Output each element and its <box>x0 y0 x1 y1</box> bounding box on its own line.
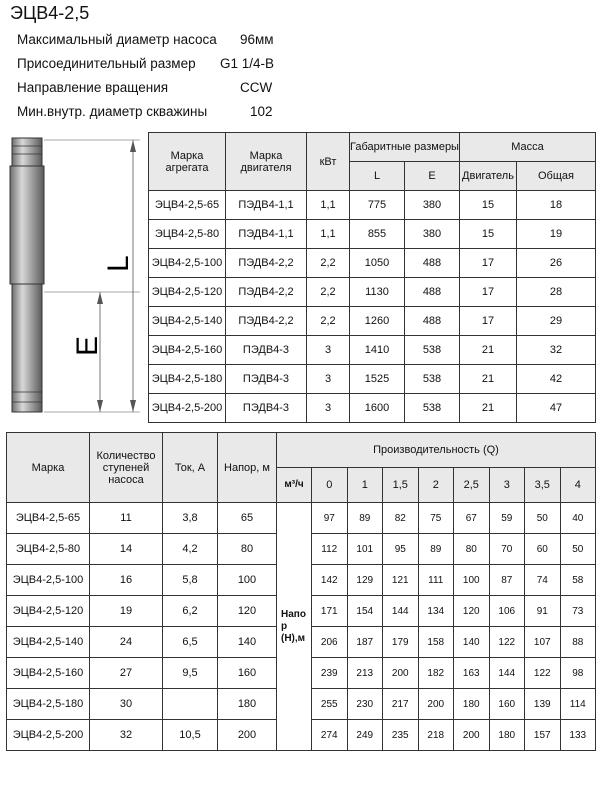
table-cell-head: 80 <box>218 534 277 565</box>
table-cell: 42 <box>517 365 596 394</box>
table-cell-flow: 100 <box>454 565 490 596</box>
table-cell: ЭЦВ4-2,5-65 <box>149 191 226 220</box>
table-cell-flow: 179 <box>383 627 419 658</box>
table-cell-flow: 163 <box>454 658 490 689</box>
table-cell: 21 <box>460 394 517 423</box>
header-flow-point: 1,5 <box>383 468 419 503</box>
header-E: E <box>405 162 460 191</box>
header-motor: Марка двигателя <box>226 133 307 191</box>
table-cell-flow: 89 <box>347 503 383 534</box>
table-cell-current: 10,5 <box>163 720 218 751</box>
table-row <box>149 191 596 220</box>
table-cell: 17 <box>460 307 517 336</box>
table-cell-flow: 187 <box>347 627 383 658</box>
table-cell-flow: 75 <box>418 503 454 534</box>
dimensions-table <box>148 132 596 423</box>
table-cell: 488 <box>405 249 460 278</box>
table-cell-model: ЭЦВ4-2,5-200 <box>7 720 90 751</box>
table-cell-model: ЭЦВ4-2,5-80 <box>7 534 90 565</box>
table-cell-flow: 80 <box>454 534 490 565</box>
table-cell-flow: 121 <box>383 565 419 596</box>
table-cell-flow: 140 <box>454 627 490 658</box>
table-row <box>149 249 596 278</box>
header-kw: кВт <box>307 133 350 191</box>
table-cell-flow: 87 <box>489 565 525 596</box>
table-row <box>149 307 596 336</box>
table-cell-flow: 144 <box>489 658 525 689</box>
table-cell-current: 3,8 <box>163 503 218 534</box>
table-cell: 1260 <box>350 307 405 336</box>
table-cell-flow: 249 <box>347 720 383 751</box>
table-cell: 1130 <box>350 278 405 307</box>
table-cell: 47 <box>517 394 596 423</box>
table-cell: 538 <box>405 365 460 394</box>
table-cell: 488 <box>405 307 460 336</box>
table-cell: 29 <box>517 307 596 336</box>
table-cell: ЭЦВ4-2,5-140 <box>149 307 226 336</box>
table-cell: 2,2 <box>307 307 350 336</box>
header-dims: Габаритные размеры <box>350 133 460 162</box>
table-cell-flow: 144 <box>383 596 419 627</box>
table-cell-flow: 230 <box>347 689 383 720</box>
table-cell-flow: 239 <box>312 658 348 689</box>
table-cell: 15 <box>460 191 517 220</box>
header-flow-point: 3 <box>489 468 525 503</box>
table-cell-flow: 218 <box>418 720 454 751</box>
table-cell: 21 <box>460 336 517 365</box>
table-cell-stages: 30 <box>90 689 163 720</box>
table-cell: ПЭДВ4-2,2 <box>226 307 307 336</box>
table-cell-flow: 95 <box>383 534 419 565</box>
pump-drawing <box>0 132 148 422</box>
table-cell-flow: 73 <box>560 596 596 627</box>
table-cell: ПЭДВ4-3 <box>226 365 307 394</box>
table-cell-flow: 213 <box>347 658 383 689</box>
table-row <box>149 220 596 249</box>
table-cell-flow: 67 <box>454 503 490 534</box>
performance-table <box>6 432 596 751</box>
header-stages: Количество ступеней насоса <box>90 433 163 503</box>
table-cell-current <box>163 689 218 720</box>
table-cell-flow: 88 <box>560 627 596 658</box>
dimension-label-E: E <box>71 335 104 356</box>
header-mass-total: Общая <box>517 162 596 191</box>
table-cell-flow: 206 <box>312 627 348 658</box>
table-cell-flow: 134 <box>418 596 454 627</box>
table-cell-stages: 11 <box>90 503 163 534</box>
table-cell-flow: 235 <box>383 720 419 751</box>
spec-label-rotation: Направление вращения <box>17 80 169 95</box>
table-cell: 1,1 <box>307 191 350 220</box>
header-current: Ток, А <box>163 433 218 503</box>
header-L: L <box>350 162 405 191</box>
table-cell: 28 <box>517 278 596 307</box>
table-cell-flow: 50 <box>525 503 561 534</box>
table-cell-head: 65 <box>218 503 277 534</box>
table-cell-flow: 82 <box>383 503 419 534</box>
table-cell: 3 <box>307 394 350 423</box>
table-cell: 17 <box>460 278 517 307</box>
table-cell: 17 <box>460 249 517 278</box>
table-cell: 1600 <box>350 394 405 423</box>
table-cell: ЭЦВ4-2,5-120 <box>149 278 226 307</box>
table-cell: 538 <box>405 394 460 423</box>
header-flow-point: 2 <box>418 468 454 503</box>
table-cell-current: 6,5 <box>163 627 218 658</box>
table-cell-current: 4,2 <box>163 534 218 565</box>
table-cell-flow: 74 <box>525 565 561 596</box>
table-cell-flow: 217 <box>383 689 419 720</box>
table-cell: ЭЦВ4-2,5-80 <box>149 220 226 249</box>
table-row <box>149 336 596 365</box>
table-cell-flow: 70 <box>489 534 525 565</box>
header-flow-point: 1 <box>347 468 383 503</box>
spec-label-connection: Присоединительный размер <box>17 56 196 71</box>
table-cell-flow: 180 <box>489 720 525 751</box>
table-cell-stages: 19 <box>90 596 163 627</box>
table-cell: ЭЦВ4-2,5-200 <box>149 394 226 423</box>
table-row <box>149 365 596 394</box>
spec-value-diameter: 96мм <box>240 32 274 47</box>
table-cell: ПЭДВ4-2,2 <box>226 249 307 278</box>
table-cell-flow: 157 <box>525 720 561 751</box>
table-cell-flow: 89 <box>418 534 454 565</box>
table-cell-flow: 112 <box>312 534 348 565</box>
table-cell-flow: 200 <box>418 689 454 720</box>
table-cell-stages: 32 <box>90 720 163 751</box>
header-flow: Производительность (Q) <box>277 433 596 468</box>
spec-value-rotation: CCW <box>240 80 273 95</box>
table-cell-head: 180 <box>218 689 277 720</box>
table-row <box>149 278 596 307</box>
table-cell-flow: 200 <box>454 720 490 751</box>
spec-value-well-diameter: 102 <box>250 104 273 119</box>
table-cell: 1050 <box>350 249 405 278</box>
table-cell-flow: 200 <box>383 658 419 689</box>
header-flow-point: 0 <box>312 468 348 503</box>
table-cell: 538 <box>405 336 460 365</box>
table-cell: 1525 <box>350 365 405 394</box>
page-title: ЭЦВ4-2,5 <box>10 3 90 23</box>
header-flow-point: 3,5 <box>525 468 561 503</box>
table-cell-flow: 171 <box>312 596 348 627</box>
spec-label-diameter: Максимальный диаметр насоса <box>17 32 217 47</box>
table-cell: 2,2 <box>307 249 350 278</box>
table-cell: 18 <box>517 191 596 220</box>
table-cell-flow: 129 <box>347 565 383 596</box>
performance-table-body <box>7 503 596 751</box>
header-head: Напор, м <box>218 433 277 503</box>
table-cell-flow: 122 <box>489 627 525 658</box>
table-cell-stages: 27 <box>90 658 163 689</box>
table-cell-head: 120 <box>218 596 277 627</box>
table-cell-model: ЭЦВ4-2,5-65 <box>7 503 90 534</box>
table-cell-flow: 60 <box>525 534 561 565</box>
table-cell-flow: 114 <box>560 689 596 720</box>
table-cell: ПЭДВ4-3 <box>226 394 307 423</box>
table-cell: 380 <box>405 191 460 220</box>
table-cell: ЭЦВ4-2,5-160 <box>149 336 226 365</box>
header-flow-point: 4 <box>560 468 596 503</box>
header-mass: Масса <box>460 133 596 162</box>
table-cell-stages: 14 <box>90 534 163 565</box>
table-cell-flow: 58 <box>560 565 596 596</box>
table-cell-head: 140 <box>218 627 277 658</box>
table-cell: 26 <box>517 249 596 278</box>
dimension-label-L: L <box>102 255 135 272</box>
table-cell-head: 200 <box>218 720 277 751</box>
table-cell: 19 <box>517 220 596 249</box>
table-cell-flow: 59 <box>489 503 525 534</box>
table-row <box>149 394 596 423</box>
motor-body <box>12 284 42 412</box>
table-cell-flow: 160 <box>489 689 525 720</box>
table-cell-current: 9,5 <box>163 658 218 689</box>
table-cell: 488 <box>405 278 460 307</box>
table-cell: ПЭДВ4-1,1 <box>226 220 307 249</box>
table-cell: 3 <box>307 365 350 394</box>
table-cell-flow: 133 <box>560 720 596 751</box>
table-cell: ЭЦВ4-2,5-100 <box>149 249 226 278</box>
table-cell-flow: 142 <box>312 565 348 596</box>
table-cell-stages: 16 <box>90 565 163 596</box>
table-cell: ПЭДВ4-1,1 <box>226 191 307 220</box>
table-cell-model: ЭЦВ4-2,5-120 <box>7 596 90 627</box>
pump-coupling <box>12 138 42 166</box>
table-cell-flow: 139 <box>525 689 561 720</box>
table-cell-head: 160 <box>218 658 277 689</box>
table-cell: 2,2 <box>307 278 350 307</box>
table-cell-model: ЭЦВ4-2,5-180 <box>7 689 90 720</box>
spec-value-connection: G1 1/4-В <box>220 56 275 71</box>
spec-label-well-diameter: Мин.внутр. диаметр скважины <box>17 104 208 119</box>
table-cell-flow: 120 <box>454 596 490 627</box>
table-cell: 855 <box>350 220 405 249</box>
dimensions-table-body <box>149 191 596 423</box>
table-cell-flow: 180 <box>454 689 490 720</box>
table-cell-flow: 101 <box>347 534 383 565</box>
table-cell-current: 6,2 <box>163 596 218 627</box>
table-cell-stages: 24 <box>90 627 163 658</box>
head-label: Напо р (Н),м <box>277 503 312 751</box>
table-cell-flow: 182 <box>418 658 454 689</box>
table-cell-flow: 97 <box>312 503 348 534</box>
table-row <box>7 503 596 534</box>
table-cell: 15 <box>460 220 517 249</box>
table-cell-flow: 40 <box>560 503 596 534</box>
table-cell-flow: 107 <box>525 627 561 658</box>
table-cell-flow: 154 <box>347 596 383 627</box>
table-cell: ЭЦВ4-2,5-180 <box>149 365 226 394</box>
pump-body <box>10 166 44 284</box>
table-cell: 775 <box>350 191 405 220</box>
header-model: Марка <box>7 433 90 503</box>
table-cell-flow: 111 <box>418 565 454 596</box>
table-cell-head: 100 <box>218 565 277 596</box>
table-cell-model: ЭЦВ4-2,5-160 <box>7 658 90 689</box>
table-cell-flow: 50 <box>560 534 596 565</box>
header-mass-motor: Двигатель <box>460 162 517 191</box>
table-cell: 1,1 <box>307 220 350 249</box>
header-flow-point: 2,5 <box>454 468 490 503</box>
table-cell-flow: 274 <box>312 720 348 751</box>
table-cell: 380 <box>405 220 460 249</box>
table-cell-current: 5,8 <box>163 565 218 596</box>
table-cell: 1410 <box>350 336 405 365</box>
table-cell-model: ЭЦВ4-2,5-140 <box>7 627 90 658</box>
table-cell: 32 <box>517 336 596 365</box>
table-cell: ПЭДВ4-3 <box>226 336 307 365</box>
table-cell: 21 <box>460 365 517 394</box>
table-cell-flow: 98 <box>560 658 596 689</box>
table-cell-model: ЭЦВ4-2,5-100 <box>7 565 90 596</box>
table-cell-flow: 255 <box>312 689 348 720</box>
table-cell-flow: 91 <box>525 596 561 627</box>
header-agregat: Марка агрегата <box>149 133 226 191</box>
header-unit: м³/ч <box>277 468 312 503</box>
table-cell: 3 <box>307 336 350 365</box>
table-cell-flow: 158 <box>418 627 454 658</box>
table-cell-flow: 106 <box>489 596 525 627</box>
table-cell-flow: 122 <box>525 658 561 689</box>
table-cell: ПЭДВ4-2,2 <box>226 278 307 307</box>
